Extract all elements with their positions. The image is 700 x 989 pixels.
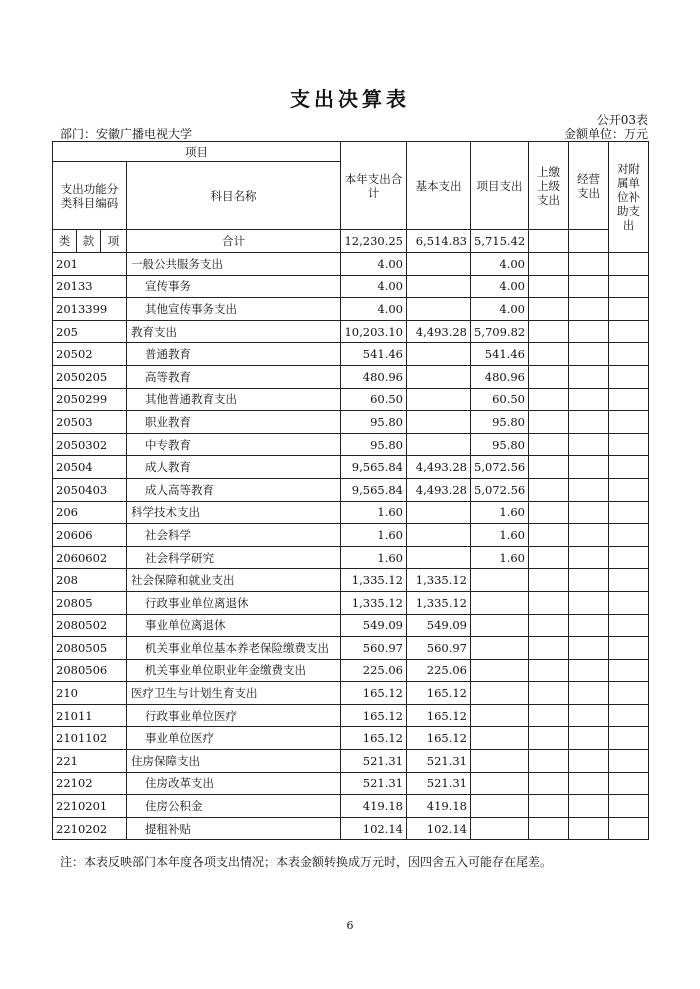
row-subsidy: [609, 501, 649, 524]
row-basic: [407, 411, 471, 434]
row-business: [569, 411, 609, 434]
row-subject-name: 宣传事务: [127, 275, 341, 298]
row-business: [569, 795, 609, 818]
total-basic: 6,514.83: [407, 230, 471, 253]
row-business: [569, 727, 609, 750]
row-subsidy: [609, 253, 649, 276]
table-row: [53, 591, 649, 614]
row-code: 2013399: [53, 298, 127, 321]
row-subject-name: 医疗卫生与计划生育支出: [127, 682, 341, 705]
row-project: 4.00: [471, 275, 529, 298]
row-basic: [407, 365, 471, 388]
row-upper: [529, 275, 569, 298]
row-upper: [529, 614, 569, 637]
row-subject-name: 成人教育: [127, 456, 341, 479]
row-subsidy: [609, 817, 649, 840]
table-row: [53, 704, 649, 727]
header-subsidy: 对附属单位补助支出: [609, 142, 649, 253]
row-project: 60.50: [471, 388, 529, 411]
header-subject-name: 科目名称: [127, 162, 341, 230]
row-code: 2050205: [53, 365, 127, 388]
row-code: 210: [53, 682, 127, 705]
row-basic: 4,493.28: [407, 456, 471, 479]
row-business: [569, 659, 609, 682]
page-title: 支出决算表: [290, 87, 410, 111]
table-row: [53, 433, 649, 456]
header-project-expenditure: 项目支出: [471, 142, 529, 230]
row-code: 221: [53, 750, 127, 773]
row-business: [569, 253, 609, 276]
row-upper: [529, 298, 569, 321]
table-row: [53, 569, 649, 592]
row-total: 60.50: [341, 388, 407, 411]
row-business: [569, 591, 609, 614]
row-subsidy: [609, 614, 649, 637]
row-subject-name: 社会科学研究: [127, 546, 341, 569]
row-total: 419.18: [341, 795, 407, 818]
header-func-code: 支出功能分类科目编码: [53, 162, 127, 230]
row-code: 2050302: [53, 433, 127, 456]
table-row: [53, 546, 649, 569]
row-subject-name: 普通教育: [127, 343, 341, 366]
row-business: [569, 637, 609, 660]
table-row: [53, 253, 649, 276]
row-subject-name: 其他普通教育支出: [127, 388, 341, 411]
row-total: 1,335.12: [341, 569, 407, 592]
row-total: 102.14: [341, 817, 407, 840]
row-total: 165.12: [341, 682, 407, 705]
row-total: 1.60: [341, 546, 407, 569]
table-row: [53, 320, 649, 343]
row-subject-name: 事业单位医疗: [127, 727, 341, 750]
row-business: [569, 343, 609, 366]
row-project: 1.60: [471, 524, 529, 547]
row-code: 201: [53, 253, 127, 276]
row-business: [569, 365, 609, 388]
row-basic: 165.12: [407, 727, 471, 750]
footnote: 注：本表反映部门本年度各项支出情况；本表金额转换成万元时，因四舍五入可能存在尾差。: [60, 855, 553, 869]
row-subject-name: 一般公共服务支出: [127, 253, 341, 276]
row-code: 21011: [53, 704, 127, 727]
row-code: 2080506: [53, 659, 127, 682]
row-subsidy: [609, 298, 649, 321]
row-project: [471, 682, 529, 705]
row-upper: [529, 704, 569, 727]
row-total: 480.96: [341, 365, 407, 388]
table-row: [53, 298, 649, 321]
row-project: 5,709.82: [471, 320, 529, 343]
row-project: 4.00: [471, 253, 529, 276]
row-code: 2050299: [53, 388, 127, 411]
row-upper: [529, 569, 569, 592]
row-subject-name: 提租补贴: [127, 817, 341, 840]
row-project: 541.46: [471, 343, 529, 366]
table-row: [53, 637, 649, 660]
table-row: [53, 682, 649, 705]
row-basic: 225.06: [407, 659, 471, 682]
row-subsidy: [609, 637, 649, 660]
row-subject-name: 机关事业单位职业年金缴费支出: [127, 659, 341, 682]
row-upper: [529, 772, 569, 795]
row-project: [471, 750, 529, 773]
row-basic: 521.31: [407, 750, 471, 773]
row-code: 22102: [53, 772, 127, 795]
row-business: [569, 433, 609, 456]
row-basic: 521.31: [407, 772, 471, 795]
row-total: 1.60: [341, 524, 407, 547]
row-project: 1.60: [471, 501, 529, 524]
row-project: [471, 727, 529, 750]
row-subsidy: [609, 659, 649, 682]
row-project: 95.80: [471, 411, 529, 434]
table-row: [53, 659, 649, 682]
row-subsidy: [609, 772, 649, 795]
row-upper: [529, 478, 569, 501]
row-subject-name: 住房保障支出: [127, 750, 341, 773]
row-upper: [529, 365, 569, 388]
row-subject-name: 成人高等教育: [127, 478, 341, 501]
row-basic: 4,493.28: [407, 320, 471, 343]
table-row: [53, 727, 649, 750]
row-business: [569, 320, 609, 343]
row-total: 4.00: [341, 253, 407, 276]
row-business: [569, 478, 609, 501]
row-subsidy: [609, 275, 649, 298]
row-subject-name: 教育支出: [127, 320, 341, 343]
row-upper: [529, 750, 569, 773]
row-subsidy: [609, 682, 649, 705]
row-business: [569, 750, 609, 773]
row-project: [471, 817, 529, 840]
row-code: 205: [53, 320, 127, 343]
row-subsidy: [609, 750, 649, 773]
row-total: 9,565.84: [341, 478, 407, 501]
row-subsidy: [609, 524, 649, 547]
row-upper: [529, 817, 569, 840]
header-basic: 基本支出: [407, 142, 471, 230]
header-lei: 类: [53, 230, 77, 253]
row-code: 20133: [53, 275, 127, 298]
row-total: 521.31: [341, 750, 407, 773]
row-total: 1,335.12: [341, 591, 407, 614]
row-project: [471, 795, 529, 818]
total-business: [569, 230, 609, 253]
row-project: [471, 591, 529, 614]
row-subject-name: 行政事业单位离退休: [127, 591, 341, 614]
row-basic: [407, 298, 471, 321]
row-basic: 560.97: [407, 637, 471, 660]
header-business: 经营支出: [569, 142, 609, 230]
row-business: [569, 456, 609, 479]
row-upper: [529, 501, 569, 524]
row-business: [569, 275, 609, 298]
row-total: 9,565.84: [341, 456, 407, 479]
row-total: 541.46: [341, 343, 407, 366]
row-upper: [529, 456, 569, 479]
row-project: [471, 772, 529, 795]
row-total: 549.09: [341, 614, 407, 637]
total-project: 5,715.42: [471, 230, 529, 253]
table-row: [53, 772, 649, 795]
row-basic: 549.09: [407, 614, 471, 637]
row-basic: 165.12: [407, 682, 471, 705]
row-subsidy: [609, 388, 649, 411]
table-row: [53, 343, 649, 366]
row-subject-name: 其他宣传事务支出: [127, 298, 341, 321]
row-subsidy: [609, 456, 649, 479]
department-label: 部门：安徽广播电视大学: [60, 127, 193, 141]
row-total: 10,203.10: [341, 320, 407, 343]
row-upper: [529, 727, 569, 750]
row-code: 206: [53, 501, 127, 524]
row-project: [471, 569, 529, 592]
row-subject-name: 社会保障和就业支出: [127, 569, 341, 592]
header-total: 本年支出合计: [341, 142, 407, 230]
table-row: [53, 501, 649, 524]
row-subsidy: [609, 343, 649, 366]
row-total: 165.12: [341, 727, 407, 750]
row-subsidy: [609, 795, 649, 818]
row-business: [569, 298, 609, 321]
table-row: [53, 478, 649, 501]
total-upper: [529, 230, 569, 253]
row-code: 20504: [53, 456, 127, 479]
row-upper: [529, 637, 569, 660]
row-total: 95.80: [341, 411, 407, 434]
row-basic: 1,335.12: [407, 569, 471, 592]
amount-unit-label: 金额单位：万元: [563, 127, 648, 141]
row-upper: [529, 546, 569, 569]
row-code: 2060602: [53, 546, 127, 569]
row-basic: 419.18: [407, 795, 471, 818]
row-project: [471, 704, 529, 727]
row-upper: [529, 659, 569, 682]
row-business: [569, 546, 609, 569]
row-subject-name: 住房改革支出: [127, 772, 341, 795]
row-project: 480.96: [471, 365, 529, 388]
header-upper: 上缴上级支出: [529, 142, 569, 230]
row-subsidy: [609, 478, 649, 501]
table-row: [53, 817, 649, 840]
row-code: 20805: [53, 591, 127, 614]
row-subsidy: [609, 546, 649, 569]
row-basic: [407, 275, 471, 298]
row-business: [569, 772, 609, 795]
row-subject-name: 事业单位离退休: [127, 614, 341, 637]
row-code: 2080505: [53, 637, 127, 660]
row-subject-name: 中专教育: [127, 433, 341, 456]
table-row: [53, 456, 649, 479]
page-number: 6: [346, 919, 354, 932]
table-row: [53, 388, 649, 411]
table-row: [53, 365, 649, 388]
table-row: [53, 614, 649, 637]
row-basic: [407, 546, 471, 569]
row-subsidy: [609, 320, 649, 343]
row-business: [569, 501, 609, 524]
row-subsidy: [609, 411, 649, 434]
table-row: [53, 795, 649, 818]
header-kuan: 款: [77, 230, 101, 253]
row-basic: [407, 343, 471, 366]
row-basic: [407, 253, 471, 276]
row-subject-name: 住房公积金: [127, 795, 341, 818]
row-subsidy: [609, 727, 649, 750]
row-project: 5,072.56: [471, 478, 529, 501]
row-upper: [529, 320, 569, 343]
row-project: [471, 614, 529, 637]
row-upper: [529, 591, 569, 614]
row-business: [569, 817, 609, 840]
row-basic: 102.14: [407, 817, 471, 840]
row-code: 20502: [53, 343, 127, 366]
row-business: [569, 388, 609, 411]
row-project: 1.60: [471, 546, 529, 569]
table-body: [53, 253, 649, 840]
row-upper: [529, 388, 569, 411]
row-subsidy: [609, 365, 649, 388]
row-upper: [529, 524, 569, 547]
row-code: 20606: [53, 524, 127, 547]
row-total: 4.00: [341, 298, 407, 321]
table-row: [53, 524, 649, 547]
row-total: 1.60: [341, 501, 407, 524]
form-number: 公开03表: [596, 113, 648, 127]
row-upper: [529, 343, 569, 366]
row-business: [569, 682, 609, 705]
row-subject-name: 行政事业单位医疗: [127, 704, 341, 727]
row-subject-name: 社会科学: [127, 524, 341, 547]
row-basic: [407, 388, 471, 411]
row-code: 2050403: [53, 478, 127, 501]
row-subject-name: 职业教育: [127, 411, 341, 434]
row-project: 95.80: [471, 433, 529, 456]
row-basic: [407, 524, 471, 547]
row-upper: [529, 253, 569, 276]
row-upper: [529, 795, 569, 818]
row-total: 225.06: [341, 659, 407, 682]
row-code: 2210201: [53, 795, 127, 818]
header-xiang: 项: [101, 230, 127, 253]
table-row: [53, 411, 649, 434]
row-code: 2210202: [53, 817, 127, 840]
row-code: 208: [53, 569, 127, 592]
row-code: 20503: [53, 411, 127, 434]
header-heji: 合计: [127, 230, 341, 253]
row-business: [569, 524, 609, 547]
row-project: 5,072.56: [471, 456, 529, 479]
row-basic: 165.12: [407, 704, 471, 727]
expenditure-table: [52, 141, 649, 840]
row-subsidy: [609, 704, 649, 727]
row-business: [569, 614, 609, 637]
row-project: [471, 659, 529, 682]
table-row: [53, 275, 649, 298]
row-business: [569, 569, 609, 592]
row-business: [569, 704, 609, 727]
row-basic: [407, 433, 471, 456]
table-row: [53, 750, 649, 773]
row-subject-name: 机关事业单位基本养老保险缴费支出: [127, 637, 341, 660]
row-total: 560.97: [341, 637, 407, 660]
row-upper: [529, 433, 569, 456]
row-project: [471, 637, 529, 660]
row-code: 2080502: [53, 614, 127, 637]
row-subject-name: 高等教育: [127, 365, 341, 388]
row-total: 95.80: [341, 433, 407, 456]
row-basic: 4,493.28: [407, 478, 471, 501]
row-basic: [407, 501, 471, 524]
row-code: 2101102: [53, 727, 127, 750]
row-project: 4.00: [471, 298, 529, 321]
row-upper: [529, 411, 569, 434]
row-subject-name: 科学技术支出: [127, 501, 341, 524]
row-basic: 1,335.12: [407, 591, 471, 614]
row-subsidy: [609, 591, 649, 614]
row-subsidy: [609, 433, 649, 456]
total-total: 12,230.25: [341, 230, 407, 253]
row-total: 4.00: [341, 275, 407, 298]
row-total: 521.31: [341, 772, 407, 795]
row-upper: [529, 682, 569, 705]
row-subsidy: [609, 569, 649, 592]
header-project: 项目: [53, 142, 341, 162]
row-total: 165.12: [341, 704, 407, 727]
